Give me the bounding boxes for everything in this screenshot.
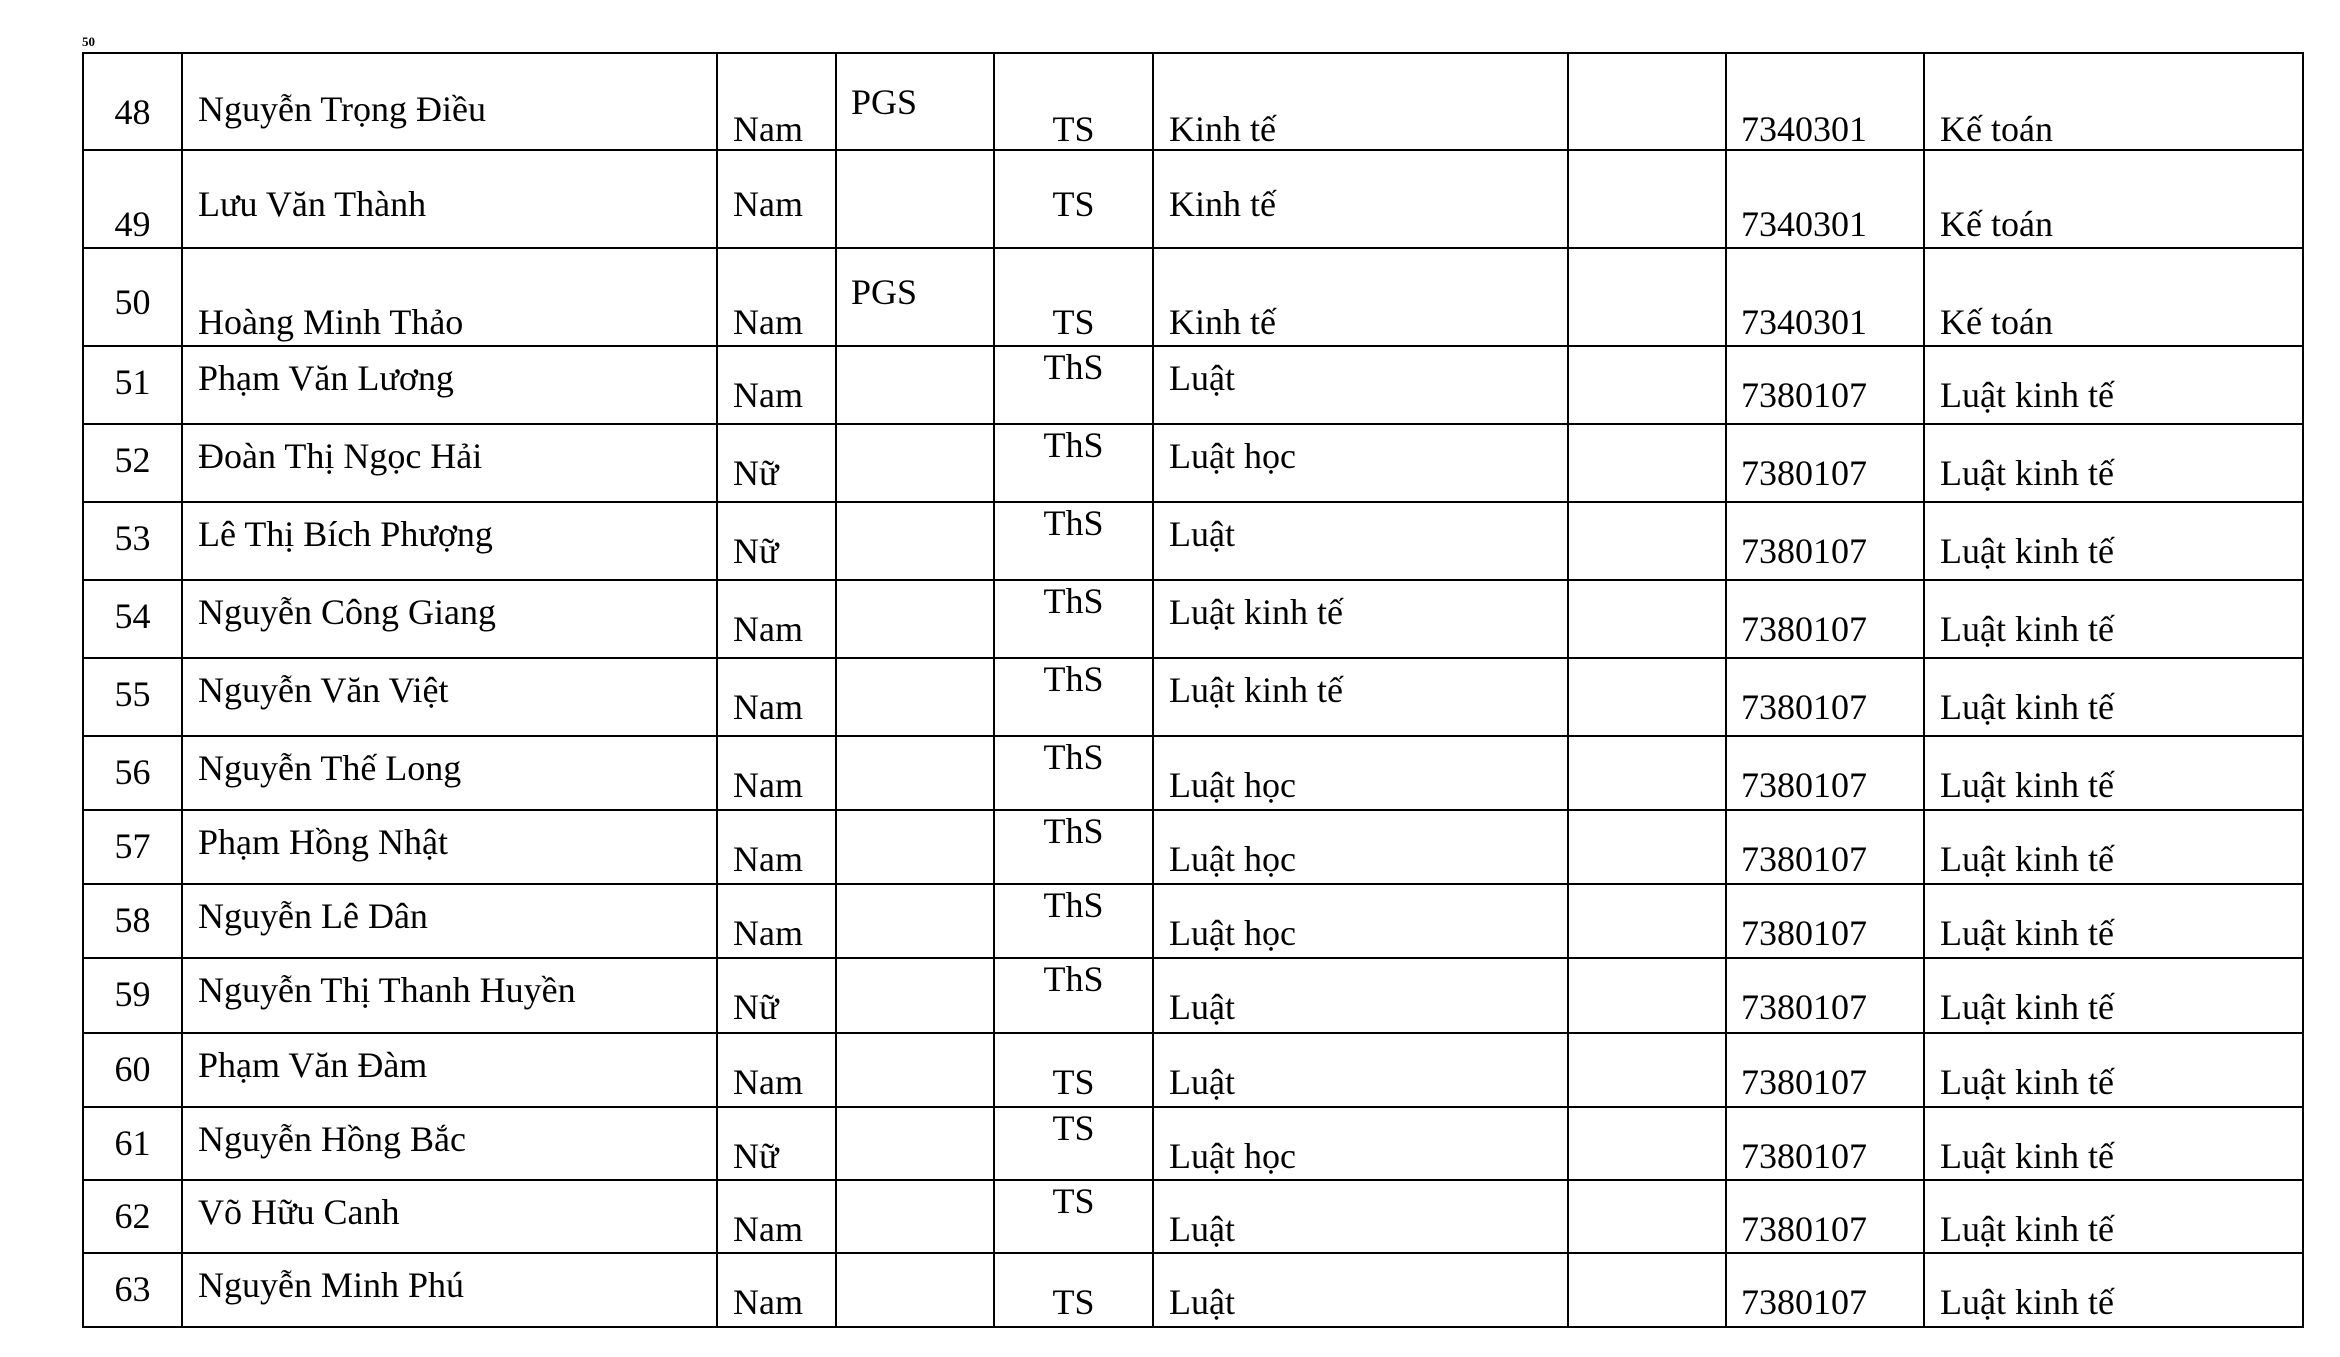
field-text: Luật: [1169, 358, 1235, 398]
gender-cell: [717, 658, 836, 736]
stt-cell: [83, 1253, 182, 1327]
stt-text: 50: [114, 282, 151, 322]
name-cell: [182, 1107, 717, 1180]
gender-text: Nam: [733, 609, 803, 649]
table-row: [83, 53, 2303, 150]
table-row: [83, 150, 2303, 248]
gender-cell: [717, 1107, 836, 1180]
name-cell: [182, 884, 717, 958]
name-cell: [182, 810, 717, 884]
stt-cell: [83, 658, 182, 736]
degree-text: ThS: [1043, 885, 1104, 925]
major-cell: [1924, 580, 2303, 658]
code-cell: [1726, 424, 1924, 502]
title-cell: [836, 502, 994, 580]
title-cell: [836, 958, 994, 1033]
field-text: Luật: [1169, 1209, 1235, 1249]
stt-text: 62: [114, 1196, 151, 1236]
field-cell: [1153, 1180, 1568, 1253]
major-text: Kế toán: [1940, 204, 2053, 244]
gender-text: Nữ: [733, 987, 779, 1027]
field-cell: [1153, 958, 1568, 1033]
code-text: 7380107: [1741, 913, 1867, 953]
name-cell: [182, 1180, 717, 1253]
table-row: [83, 1107, 2303, 1180]
gender-cell: [717, 810, 836, 884]
gender-cell: [717, 346, 836, 424]
degree-text: ThS: [1043, 959, 1104, 999]
gender-cell: [717, 580, 836, 658]
major-cell: [1924, 53, 2303, 150]
title-cell: [836, 1107, 994, 1180]
field-text: Luật kinh tế: [1169, 592, 1343, 632]
name-text: Nguyễn Thị Thanh Huyền: [198, 970, 576, 1010]
name-text: Hoàng Minh Thảo: [198, 302, 464, 342]
title-cell: [836, 810, 994, 884]
major-cell: [1924, 502, 2303, 580]
degree-cell: [994, 810, 1153, 884]
extra-cell: [1568, 248, 1726, 346]
code-text: 7340301: [1741, 302, 1867, 342]
extra-cell: [1568, 502, 1726, 580]
name-cell: [182, 736, 717, 810]
title-cell: [836, 346, 994, 424]
gender-cell: [717, 736, 836, 810]
field-text: Luật: [1169, 1282, 1235, 1322]
extra-cell: [1568, 958, 1726, 1033]
name-cell: [182, 424, 717, 502]
title-cell: [836, 1180, 994, 1253]
degree-text: ThS: [1043, 425, 1104, 465]
table-row: [83, 736, 2303, 810]
degree-cell: [994, 424, 1153, 502]
major-text: Luật kinh tế: [1940, 839, 2114, 879]
degree-cell: [994, 736, 1153, 810]
extra-cell: [1568, 884, 1726, 958]
stt-cell: [83, 150, 182, 248]
gender-cell: [717, 424, 836, 502]
degree-cell: [994, 1180, 1153, 1253]
stt-text: 60: [114, 1049, 151, 1089]
code-text: 7380107: [1741, 987, 1867, 1027]
code-text: 7380107: [1741, 453, 1867, 493]
major-text: Kế toán: [1940, 109, 2053, 149]
gender-cell: [717, 248, 836, 346]
name-text: Nguyễn Thế Long: [198, 748, 462, 788]
degree-cell: [994, 580, 1153, 658]
name-cell: [182, 958, 717, 1033]
degree-cell: [994, 958, 1153, 1033]
gender-text: Nữ: [733, 531, 779, 571]
faculty-table: [82, 52, 2304, 1328]
code-text: 7380107: [1741, 375, 1867, 415]
title-cell: [836, 736, 994, 810]
major-cell: [1924, 958, 2303, 1033]
major-cell: [1924, 1253, 2303, 1327]
name-text: Nguyễn Văn Việt: [198, 670, 449, 710]
code-text: 7380107: [1741, 1282, 1867, 1322]
major-cell: [1924, 346, 2303, 424]
major-cell: [1924, 248, 2303, 346]
code-cell: [1726, 248, 1924, 346]
stt-cell: [83, 424, 182, 502]
gender-cell: [717, 958, 836, 1033]
major-text: Luật kinh tế: [1940, 913, 2114, 953]
gender-text: Nam: [733, 109, 803, 149]
gender-text: Nữ: [733, 1136, 779, 1176]
code-text: 7380107: [1741, 531, 1867, 571]
major-text: Luật kinh tế: [1940, 1209, 2114, 1249]
code-cell: [1726, 1253, 1924, 1327]
field-cell: [1153, 248, 1568, 346]
major-cell: [1924, 1033, 2303, 1107]
field-text: Luật: [1169, 987, 1235, 1027]
code-text: 7380107: [1741, 687, 1867, 727]
gender-text: Nữ: [733, 453, 779, 493]
major-cell: [1924, 1107, 2303, 1180]
stt-cell: [83, 810, 182, 884]
field-text: Luật kinh tế: [1169, 670, 1343, 710]
stt-text: 55: [114, 674, 151, 714]
gender-text: Nam: [733, 839, 803, 879]
field-text: Kinh tế: [1169, 302, 1276, 342]
degree-text: ThS: [1043, 503, 1104, 543]
field-cell: [1153, 53, 1568, 150]
stt-cell: [83, 884, 182, 958]
degree-cell: [994, 658, 1153, 736]
major-text: Luật kinh tế: [1940, 531, 2114, 571]
name-cell: [182, 580, 717, 658]
gender-cell: [717, 150, 836, 248]
degree-cell: [994, 884, 1153, 958]
extra-cell: [1568, 1033, 1726, 1107]
name-text: Nguyễn Công Giang: [198, 592, 496, 632]
code-text: 7380107: [1741, 839, 1867, 879]
stt-cell: [83, 1180, 182, 1253]
field-text: Luật: [1169, 514, 1235, 554]
gender-cell: [717, 502, 836, 580]
field-text: Luật học: [1169, 765, 1296, 805]
table-row: [83, 1180, 2303, 1253]
code-cell: [1726, 736, 1924, 810]
stt-cell: [83, 958, 182, 1033]
degree-text: TS: [1052, 1062, 1095, 1102]
field-cell: [1153, 1253, 1568, 1327]
name-cell: [182, 150, 717, 248]
code-cell: [1726, 1107, 1924, 1180]
table-row: [83, 658, 2303, 736]
degree-cell: [994, 502, 1153, 580]
stt-text: 51: [114, 362, 151, 402]
code-text: 7380107: [1741, 1136, 1867, 1176]
title-cell: [836, 150, 994, 248]
table-row: [83, 1253, 2303, 1327]
name-text: Lê Thị Bích Phượng: [198, 514, 493, 554]
code-cell: [1726, 658, 1924, 736]
major-cell: [1924, 736, 2303, 810]
major-text: Luật kinh tế: [1940, 687, 2114, 727]
degree-text: TS: [1052, 302, 1095, 342]
stt-text: 56: [114, 752, 151, 792]
field-cell: [1153, 346, 1568, 424]
code-text: 7380107: [1741, 1062, 1867, 1102]
name-text: Nguyễn Hồng Bắc: [198, 1119, 466, 1159]
name-text: Lưu Văn Thành: [198, 184, 427, 224]
code-text: 7340301: [1741, 109, 1867, 149]
title-cell: [836, 248, 994, 346]
gender-text: Nam: [733, 913, 803, 953]
title-cell: [836, 53, 994, 150]
extra-cell: [1568, 580, 1726, 658]
degree-text: ThS: [1043, 737, 1104, 777]
field-cell: [1153, 1033, 1568, 1107]
title-cell: [836, 658, 994, 736]
code-cell: [1726, 580, 1924, 658]
stt-text: 53: [114, 518, 151, 558]
degree-cell: [994, 150, 1153, 248]
degree-text: ThS: [1043, 811, 1104, 851]
extra-cell: [1568, 736, 1726, 810]
extra-cell: [1568, 346, 1726, 424]
field-cell: [1153, 658, 1568, 736]
field-cell: [1153, 810, 1568, 884]
field-cell: [1153, 736, 1568, 810]
gender-text: Nam: [733, 1062, 803, 1102]
title-text: PGS: [851, 272, 918, 312]
name-text: Phạm Hồng Nhật: [198, 822, 448, 862]
gender-cell: [717, 53, 836, 150]
stt-text: 52: [114, 440, 151, 480]
degree-cell: [994, 1107, 1153, 1180]
code-cell: [1726, 1033, 1924, 1107]
major-cell: [1924, 1180, 2303, 1253]
code-cell: [1726, 150, 1924, 248]
major-text: Luật kinh tế: [1940, 375, 2114, 415]
name-cell: [182, 53, 717, 150]
stt-cell: [83, 1107, 182, 1180]
table-row: [83, 346, 2303, 424]
name-text: Nguyễn Lê Dân: [198, 896, 428, 936]
code-text: 7380107: [1741, 765, 1867, 805]
name-text: Nguyễn Trọng Điều: [198, 89, 487, 129]
gender-cell: [717, 1253, 836, 1327]
major-cell: [1924, 884, 2303, 958]
table-row: [83, 502, 2303, 580]
table-row: [83, 958, 2303, 1033]
major-cell: [1924, 658, 2303, 736]
page-number: 50: [82, 34, 95, 49]
name-cell: [182, 658, 717, 736]
degree-cell: [994, 53, 1153, 150]
degree-cell: [994, 248, 1153, 346]
code-cell: [1726, 53, 1924, 150]
extra-cell: [1568, 53, 1726, 150]
extra-cell: [1568, 424, 1726, 502]
extra-cell: [1568, 810, 1726, 884]
degree-text: TS: [1052, 109, 1095, 149]
field-text: Kinh tế: [1169, 109, 1276, 149]
degree-text: TS: [1052, 1181, 1095, 1221]
extra-cell: [1568, 658, 1726, 736]
major-text: Luật kinh tế: [1940, 453, 2114, 493]
code-cell: [1726, 502, 1924, 580]
stt-text: 54: [114, 596, 151, 636]
code-cell: [1726, 884, 1924, 958]
field-cell: [1153, 884, 1568, 958]
gender-text: Nam: [733, 184, 803, 224]
extra-cell: [1568, 150, 1726, 248]
field-text: Kinh tế: [1169, 184, 1276, 224]
degree-text: TS: [1052, 1282, 1095, 1322]
code-cell: [1726, 958, 1924, 1033]
table-row: [83, 248, 2303, 346]
field-text: Luật học: [1169, 913, 1296, 953]
stt-cell: [83, 736, 182, 810]
major-cell: [1924, 810, 2303, 884]
title-cell: [836, 424, 994, 502]
stt-text: 57: [114, 826, 151, 866]
gender-text: Nam: [733, 1282, 803, 1322]
degree-text: TS: [1052, 184, 1095, 224]
table-body: [83, 53, 2303, 1327]
name-cell: [182, 1253, 717, 1327]
gender-text: Nam: [733, 765, 803, 805]
name-cell: [182, 346, 717, 424]
field-cell: [1153, 580, 1568, 658]
gender-text: Nam: [733, 302, 803, 342]
field-text: Luật học: [1169, 436, 1296, 476]
major-text: Kế toán: [1940, 302, 2053, 342]
degree-text: TS: [1052, 1108, 1095, 1148]
stt-cell: [83, 53, 182, 150]
extra-cell: [1568, 1253, 1726, 1327]
gender-cell: [717, 1033, 836, 1107]
table-row: [83, 424, 2303, 502]
gender-text: Nam: [733, 1209, 803, 1249]
code-cell: [1726, 346, 1924, 424]
table-row: [83, 884, 2303, 958]
field-cell: [1153, 424, 1568, 502]
name-cell: [182, 502, 717, 580]
stt-text: 48: [114, 92, 151, 132]
name-cell: [182, 248, 717, 346]
stt-text: 49: [114, 204, 151, 244]
stt-cell: [83, 248, 182, 346]
extra-cell: [1568, 1180, 1726, 1253]
major-text: Luật kinh tế: [1940, 1062, 2114, 1102]
gender-text: Nam: [733, 375, 803, 415]
gender-cell: [717, 1180, 836, 1253]
code-text: 7340301: [1741, 204, 1867, 244]
major-text: Luật kinh tế: [1940, 765, 2114, 805]
degree-text: ThS: [1043, 581, 1104, 621]
code-text: 7380107: [1741, 609, 1867, 649]
field-cell: [1153, 502, 1568, 580]
degree-cell: [994, 1253, 1153, 1327]
degree-text: ThS: [1043, 347, 1104, 387]
table-row: [83, 1033, 2303, 1107]
field-text: Luật: [1169, 1062, 1235, 1102]
name-text: Phạm Văn Đàm: [198, 1045, 428, 1085]
stt-cell: [83, 1033, 182, 1107]
major-text: Luật kinh tế: [1940, 987, 2114, 1027]
field-text: Luật học: [1169, 1136, 1296, 1176]
stt-cell: [83, 502, 182, 580]
stt-cell: [83, 346, 182, 424]
gender-cell: [717, 884, 836, 958]
title-text: PGS: [851, 82, 918, 122]
stt-cell: [83, 580, 182, 658]
gender-text: Nam: [733, 687, 803, 727]
name-text: Đoàn Thị Ngọc Hải: [198, 436, 483, 476]
degree-text: ThS: [1043, 659, 1104, 699]
name-text: Nguyễn Minh Phú: [198, 1265, 465, 1305]
major-cell: [1924, 150, 2303, 248]
stt-text: 61: [114, 1123, 151, 1163]
code-cell: [1726, 1180, 1924, 1253]
title-cell: [836, 884, 994, 958]
code-text: 7380107: [1741, 1209, 1867, 1249]
field-cell: [1153, 150, 1568, 248]
field-cell: [1153, 1107, 1568, 1180]
degree-cell: [994, 346, 1153, 424]
extra-cell: [1568, 1107, 1726, 1180]
code-cell: [1726, 810, 1924, 884]
table-row: [83, 580, 2303, 658]
stt-text: 63: [114, 1269, 151, 1309]
name-cell: [182, 1033, 717, 1107]
name-text: Võ Hữu Canh: [198, 1192, 400, 1232]
title-cell: [836, 1033, 994, 1107]
major-text: Luật kinh tế: [1940, 1282, 2114, 1322]
degree-cell: [994, 1033, 1153, 1107]
field-text: Luật học: [1169, 839, 1296, 879]
major-text: Luật kinh tế: [1940, 609, 2114, 649]
major-text: Luật kinh tế: [1940, 1136, 2114, 1176]
title-cell: [836, 1253, 994, 1327]
title-cell: [836, 580, 994, 658]
stt-text: 59: [114, 974, 151, 1014]
name-text: Phạm Văn Lương: [198, 358, 454, 398]
major-cell: [1924, 424, 2303, 502]
table-row: [83, 810, 2303, 884]
stt-text: 58: [114, 900, 151, 940]
